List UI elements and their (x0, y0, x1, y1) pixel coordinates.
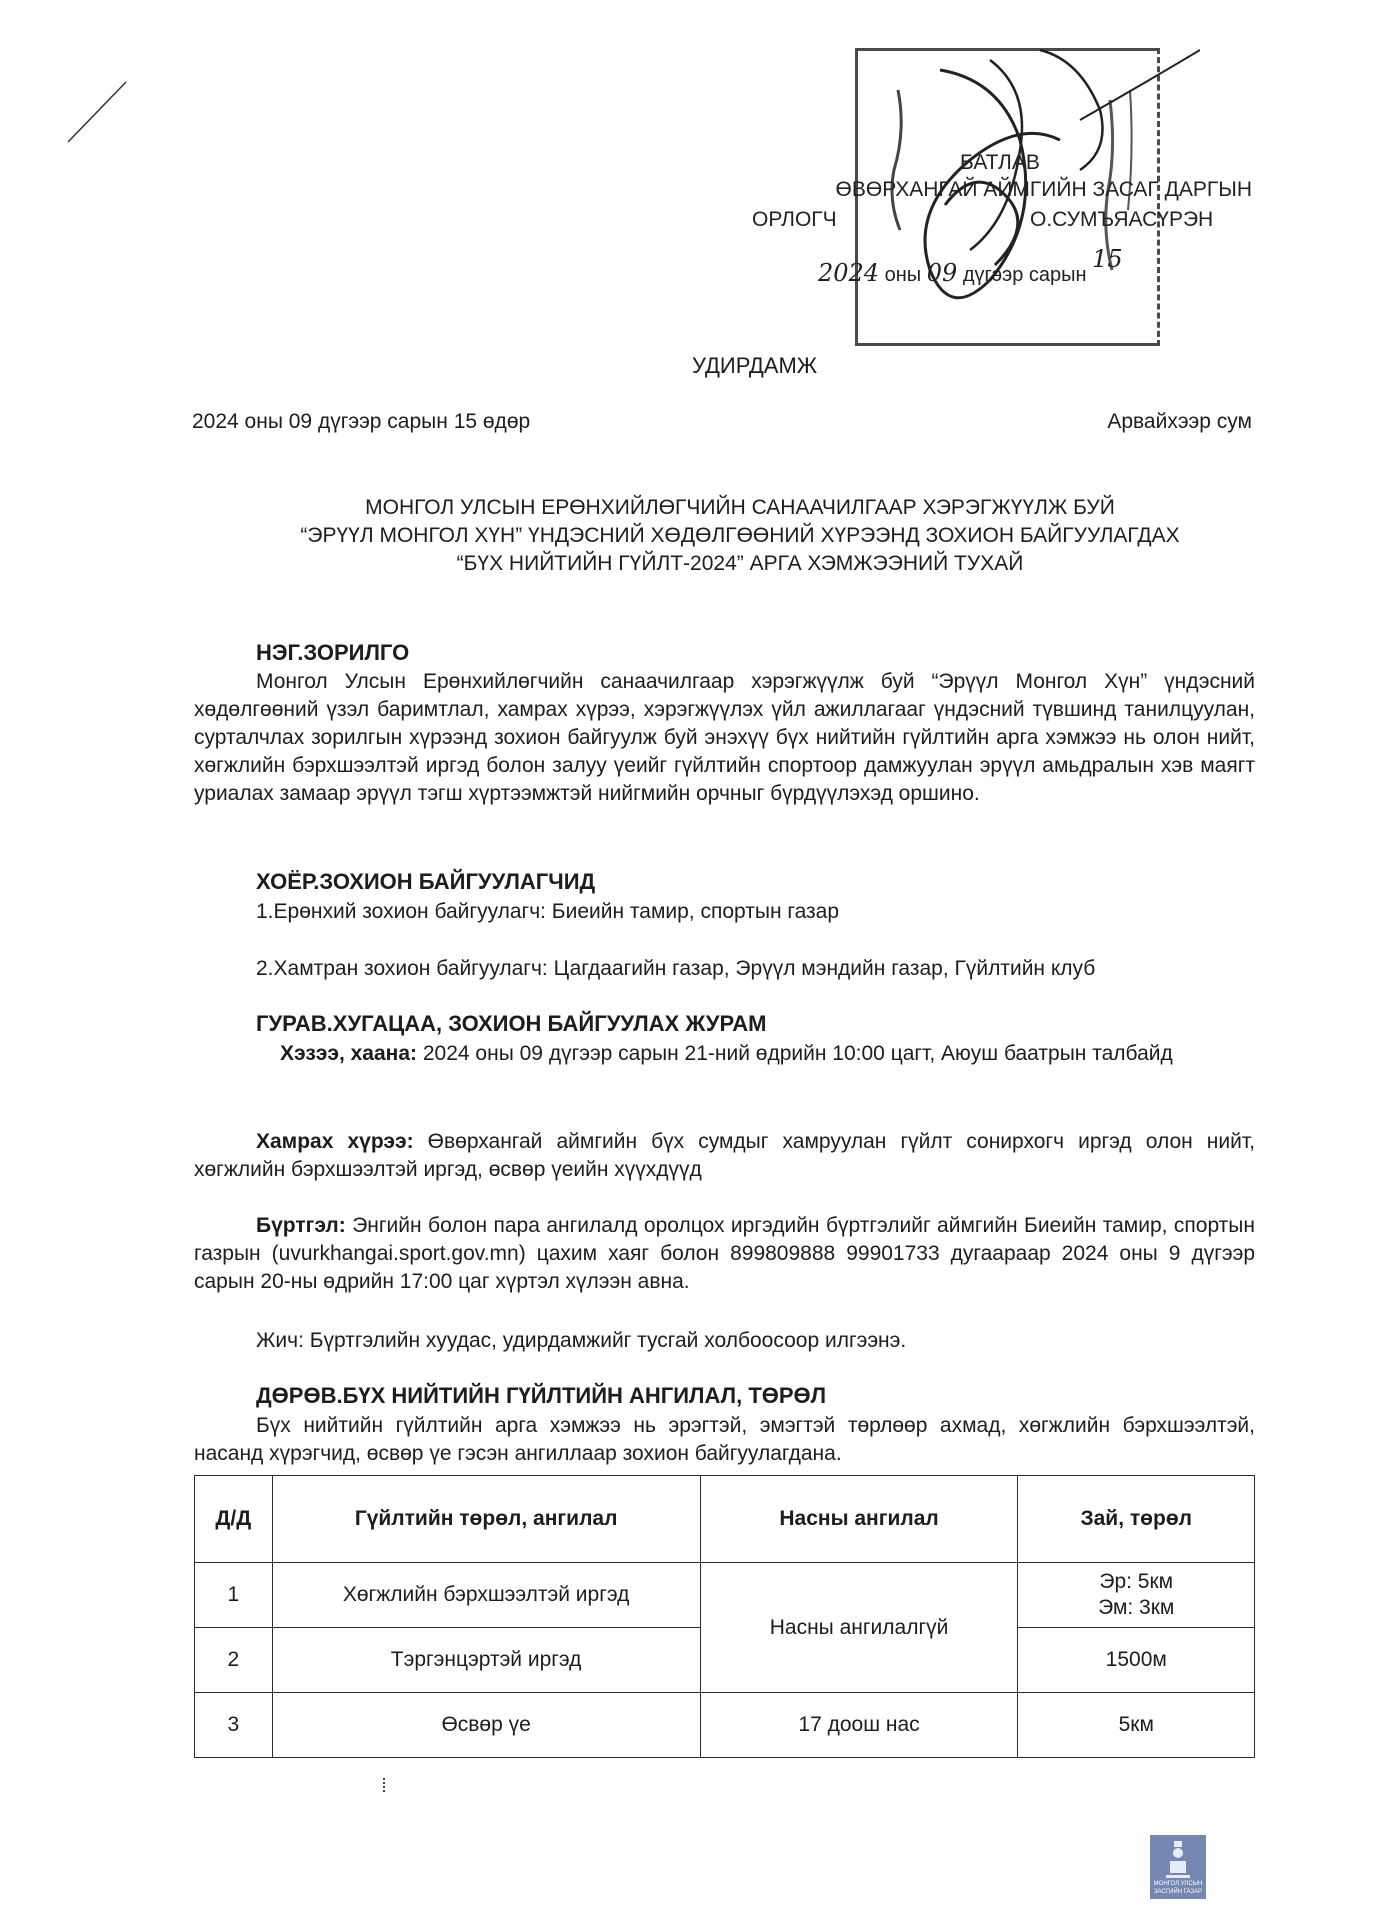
organizer-item: 1.Ерөнхий зохион байгуулагч: Биеийн тамир, спортын газар (256, 900, 840, 923)
table-cell-num: 2 (195, 1628, 273, 1693)
when-where-text: 2024 оны 09 дүгээр сарын 21-ний өдрийн 10:00 цагт, Аюуш баатрын талбайд (417, 1042, 1173, 1065)
scope-text: Өвөрхангай аймгийн бүх сумдыг хамруулан гүйлт сонирхогч иргэд олон нийт, хөгжлийн бэрхшээлтэй иргэд, өсвөр үеийн хүүхдүүд (194, 1130, 1255, 1181)
scope (194, 1128, 1255, 1184)
section-heading: ХОЁР.ЗОХИОН БАЙГУУЛАГЧИД (256, 869, 596, 894)
doc-type-title: УДИРДАМЖ (692, 353, 818, 378)
registration-label: Бүртгэл: (256, 1214, 346, 1237)
doc-place: Арвайхээр сум (1107, 410, 1252, 433)
doc-title-line: МОНГОЛ УЛСЫН ЕРӨНХИЙЛӨГЧИЙН САНААЧИЛГААР ХЭРЭГЖҮҮЛЖ БУЙ (365, 496, 1115, 519)
seal-label-line: МОНГОЛ УЛСЫН (1153, 1881, 1203, 1887)
approval-name: О.СУМЪЯАСҮРЭН (1030, 208, 1214, 231)
when-where-label: Хэзээ, хаана: (280, 1042, 418, 1065)
approval-role: ОРЛОГЧ (752, 208, 837, 231)
doc-title (260, 494, 1220, 578)
organizer-item: 2.Хамтран зохион байгуулагч: Цагдаагийн газар, Эрүүл мэндийн газар, Гүйлтийн клуб (256, 957, 1096, 980)
approval-date-month-suffix: дүгээр сарын (962, 264, 1087, 286)
section-heading: НЭГ.ЗОРИЛГО (256, 640, 410, 665)
when-where (194, 1040, 1255, 1068)
table-cell-type: Хөгжлийн бэрхшээлтэй иргэд (272, 1563, 700, 1628)
table-header-cell: Зай, төрөл (1018, 1476, 1255, 1563)
table-cell-type: Тэргэнцэртэй иргэд (272, 1628, 700, 1693)
doc-title-line: “ЭРҮҮЛ МОНГОЛ ХҮН” ҮНДЭСНИЙ ХӨДӨЛГӨӨНИЙ ХҮРЭЭНД ЗОХИОН БАЙГУУЛАГДАХ (300, 524, 1180, 547)
seal-label (1150, 1880, 1206, 1896)
note: Жич: Бүртгэлийн хуудас, удирдамжийг тусгай холбоосоор илгээнэ. (256, 1329, 907, 1352)
distance-male: Эр: 5км (1099, 1570, 1174, 1593)
section-heading: ДӨРӨВ.БҮХ НИЙТИЙН ГҮЙЛТИЙН АНГИЛАЛ, ТӨРӨЛ (256, 1383, 827, 1408)
table-header-cell: Насны ангилал (700, 1476, 1018, 1563)
approval-date-day: 15 (1092, 245, 1123, 273)
corner-mark (64, 76, 134, 146)
table-header-cell: Д/Д (195, 1476, 273, 1563)
table-header-row (195, 1476, 1255, 1563)
table-cell-distance (1018, 1563, 1255, 1628)
approval-title: БАТЛАВ (960, 151, 1040, 174)
registration-text: Энгийн болон пара ангилалд оролцох иргэдийн бүртгэлийг аймгийн Биеийн тамир, спортын газрын (uvurkhangai.sport.gov.mn) цахим хаяг болон 899809888 99901733 дугаараар 2024 оны 9 дүгээр сарын 20-ны өдрийн 17:00 цаг хүртэл хүлээн авна. (194, 1214, 1255, 1293)
table-cell-age: 17 доош нас (700, 1693, 1018, 1758)
approval-date-year-suffix: оны (884, 264, 922, 286)
table-header-cell: Гүйлтийн төрөл, ангилал (272, 1476, 700, 1563)
registration (194, 1212, 1255, 1296)
seal-label-line: ЗАСГИЙН ГАЗАР (1153, 1889, 1203, 1895)
table-cell-age: Насны ангилалгүй (700, 1563, 1018, 1693)
approval-position: ӨВӨРХАНГАЙ АЙМГИЙН ЗАСАГ ДАРГЫН (835, 178, 1252, 201)
distance-female: Эм: 3км (1098, 1596, 1175, 1619)
scan-speck (383, 1778, 389, 1792)
doc-date: 2024 оны 09 дүгээр сарын 15 өдөр (192, 410, 531, 433)
approval-date-month: 09 (926, 259, 958, 287)
table-cell-distance: 5км (1018, 1693, 1255, 1758)
section-heading: ГУРАВ.ХУГАЦАА, ЗОХИОН БАЙГУУЛАХ ЖУРАМ (256, 1011, 767, 1036)
scope-label: Хамрах хүрээ: (256, 1130, 414, 1153)
table-row (195, 1563, 1255, 1628)
categories-table (194, 1475, 1255, 1758)
approval-date-year: 2024 (818, 259, 880, 287)
table-cell-distance: 1500м (1018, 1628, 1255, 1693)
table-row (195, 1693, 1255, 1758)
table-cell-type: Өсвөр үе (272, 1693, 700, 1758)
approval-date (818, 245, 1123, 290)
table-cell-num: 3 (195, 1693, 273, 1758)
table-cell-num: 1 (195, 1563, 273, 1628)
section-body: Монгол Улсын Ерөнхийлөгчийн санаачилгаар хэрэгжүүлж буй “Эрүүл Монгол Хүн” үндэсний хөдөлгөөний үзэл баримтлал, хамрах хүрээ, хэрэгжүүлэх үйл ажиллагааг үндэсний түвшинд танилцуулан, сурталчлах зорилгын хүрээнд зохион байгуулж буй энэхүү бүх нийтийн гүйлтийн арга хэмжээ нь олон нийт, хөгжлийн бэрхшээлтэй иргэд болон залуу үеийг гүйлтийн спортоор дамжуулан эрүүл амьдралын хэв маягт уриалах замаар эрүүл тэгш хүртээмжтэй нийгмийн орчныг бүрдүүлэхэд оршино. (194, 670, 1255, 805)
section-body: Бүх нийтийн гүйлтийн арга хэмжээ нь эрэгтэй, эмэгтэй төрлөөр ахмад, хөгжлийн бэрхшээлтэй, насанд хүрэгчид, өсвөр үе гэсэн ангиллаар зохион байгуулагдана. (194, 1414, 1255, 1465)
doc-title-line: “БҮХ НИЙТИЙН ГҮЙЛТ-2024” АРГА ХЭМЖЭЭНИЙ ТУХАЙ (456, 552, 1024, 575)
